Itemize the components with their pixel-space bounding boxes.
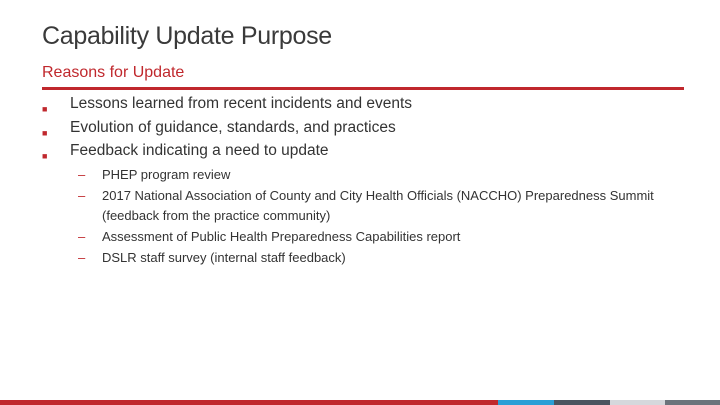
sub-bullet-item — [78, 165, 678, 185]
bullet-text: Feedback indicating a need to update — [70, 142, 329, 159]
sub-bullet-text: DSLR staff survey (internal staff feedback) — [102, 250, 346, 265]
sub-bullet-list — [78, 165, 678, 269]
sub-bullet-text: PHEP program review — [102, 167, 231, 182]
dash-bullet-icon: – — [78, 250, 86, 265]
footer-blue-segment — [498, 400, 554, 405]
section-subtitle: Reasons for Update — [42, 64, 185, 81]
dash-bullet-icon: – — [78, 229, 86, 244]
square-bullet-icon: ■ — [42, 127, 48, 138]
square-bullet-icon: ■ — [42, 104, 48, 114]
square-bullet-icon: ■ — [42, 151, 48, 161]
bullet-item — [42, 118, 412, 142]
bullet-text: Lessons learned from recent incidents and events — [70, 95, 413, 112]
footer-red-segment — [0, 400, 498, 405]
dash-bullet-icon: – — [78, 167, 86, 182]
bullet-list — [42, 94, 412, 165]
footer-gray-segment — [665, 400, 720, 405]
dash-bullet-icon: – — [78, 188, 86, 203]
sub-bullet-item — [78, 248, 678, 268]
sub-bullet-text: 2017 National Association of County and City Health Officials (NACCHO) Preparedness Summit (feedback from the practice community) — [102, 188, 654, 223]
footer-light-segment — [610, 400, 665, 405]
slide-title: Capability Update Purpose — [42, 22, 332, 50]
bullet-item — [42, 141, 412, 165]
bullet-item — [42, 94, 412, 118]
footer-dark-segment — [554, 400, 610, 405]
sub-bullet-item — [78, 227, 678, 247]
sub-bullet-text: Assessment of Public Health Preparedness Capabilities report — [102, 229, 461, 244]
sub-bullet-item — [78, 186, 678, 226]
bullet-text: Evolution of guidance, standards, and practices — [70, 118, 396, 136]
footer-color-bar — [0, 400, 720, 405]
title-divider — [42, 87, 684, 90]
